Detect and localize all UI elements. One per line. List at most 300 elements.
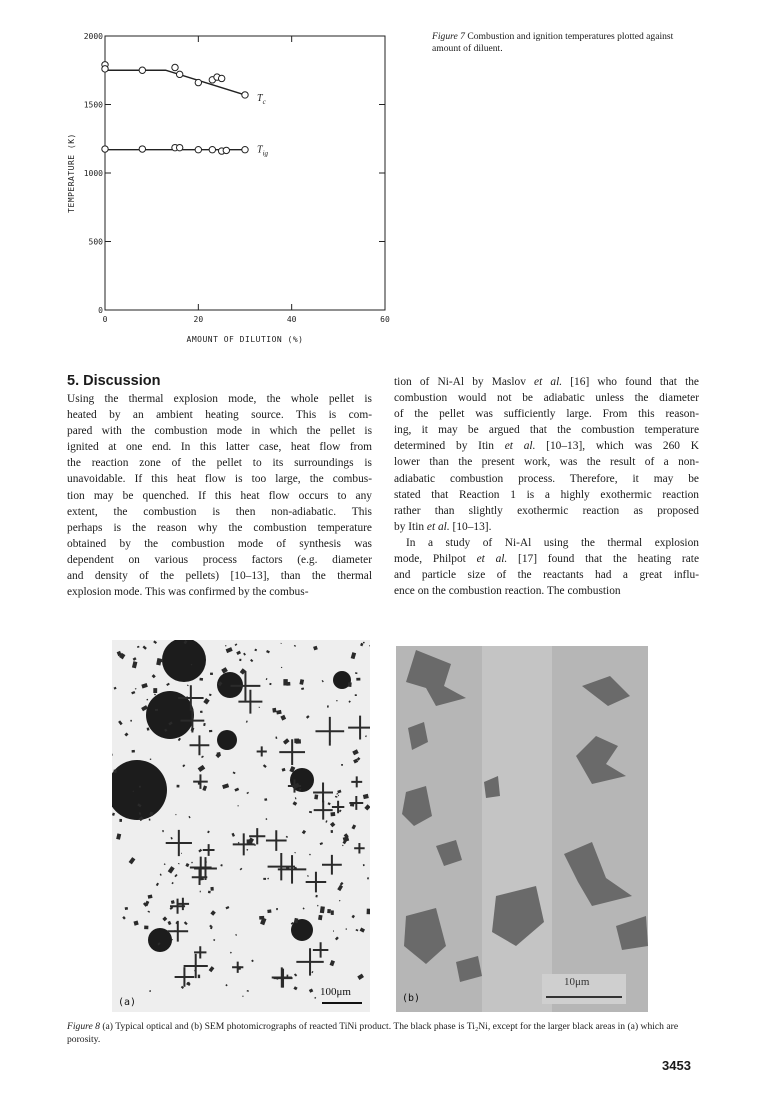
dendrite	[257, 746, 267, 756]
text-line: mode, Philpot et al. [17] found that the heating rate	[394, 553, 700, 566]
dark-phase-particle	[306, 715, 310, 719]
text-line: obtained by the combustion mode of synthesis was	[67, 537, 372, 550]
dark-phase-particle	[356, 929, 359, 931]
dark-phase-particle	[114, 687, 117, 690]
scale-bar-b	[546, 996, 622, 998]
dark-phase-particle	[186, 982, 190, 986]
dendrite	[313, 783, 333, 803]
matrix-band	[482, 646, 552, 1012]
dendrite	[272, 967, 292, 987]
text-line: of the pellet was sufficiently large. From this reason-	[394, 408, 699, 421]
dendrite	[266, 830, 287, 851]
dark-phase-particle	[363, 794, 369, 799]
dark-phase-particle	[230, 952, 232, 954]
dark-phase-particle	[166, 683, 170, 686]
dark-phase-particle	[336, 700, 337, 701]
pore	[162, 640, 206, 682]
dark-phase-particle	[339, 809, 342, 812]
dark-phase-particle	[263, 878, 266, 880]
dark-phase-particle	[360, 928, 365, 933]
discussion-right-column	[394, 374, 699, 599]
dark-phase-particle	[225, 984, 227, 986]
dendrite	[279, 739, 305, 765]
dark-phase-particle	[299, 679, 304, 685]
dark-phase-particle	[364, 804, 370, 810]
dark-phase-particle	[280, 643, 281, 644]
dark-phase-particle	[276, 908, 278, 910]
dark-phase-particle	[122, 916, 126, 920]
text-line: unavoidable. If this heat flow is too large, the combus-	[67, 473, 372, 486]
dendrite	[315, 717, 344, 746]
text-line: lower than the present work, was the result of a non-	[394, 456, 699, 469]
dark-phase-particle	[225, 645, 226, 646]
ti2ni-grain	[404, 908, 446, 964]
series-label-subscript: c	[262, 97, 266, 106]
dark-phase-particle	[339, 900, 341, 902]
dark-phase-particle	[149, 990, 150, 992]
dark-phase-particle	[210, 673, 213, 675]
dark-phase-particle	[309, 811, 312, 813]
text-line: extent, the combustion is then non-adiabatic. This	[67, 505, 372, 518]
data-point	[242, 147, 248, 153]
dark-phase-particle	[154, 693, 156, 695]
dark-phase-particle	[309, 854, 311, 856]
data-point	[172, 64, 178, 70]
dark-phase-particle	[207, 831, 210, 834]
dark-phase-particle	[148, 895, 153, 899]
y-axis-title: TEMPERATURE (K)	[67, 133, 76, 213]
dark-phase-particle	[198, 765, 206, 772]
dark-phase-particle	[325, 820, 327, 823]
x-tick-label: 0	[102, 315, 108, 324]
dark-phase-particle	[156, 883, 159, 886]
dark-phase-particle	[355, 694, 357, 696]
dark-phase-particle	[174, 874, 177, 877]
dark-phase-particle	[147, 727, 150, 730]
dark-phase-particle	[178, 863, 180, 864]
text-line: ignited at one end. In this latter case, heat flow from	[67, 441, 372, 454]
dark-phase-particle	[266, 650, 270, 653]
pore	[112, 760, 167, 820]
dark-phase-particle	[135, 688, 137, 689]
dark-phase-particle	[235, 934, 237, 936]
dark-phase-particle	[133, 657, 137, 661]
dark-phase-particle	[181, 853, 182, 854]
series-label-subscript: ig	[262, 149, 269, 158]
dark-phase-particle	[330, 812, 335, 816]
dark-phase-particle	[118, 720, 123, 725]
dark-phase-particle	[367, 909, 370, 915]
dark-phase-particle	[351, 915, 355, 919]
dark-phase-particle	[267, 909, 271, 913]
dark-phase-particle	[149, 819, 151, 821]
text-line: ence on the combustion reaction. The combustion	[394, 585, 621, 598]
text-line: rather than slightly exothermic reaction as proposed	[394, 504, 699, 517]
dark-phase-particle	[307, 875, 309, 877]
dark-phase-particle	[155, 709, 158, 711]
dendrite	[177, 898, 189, 910]
dark-phase-particle	[327, 705, 329, 707]
plot-frame	[105, 36, 385, 310]
dark-phase-particle	[201, 756, 204, 759]
ti2ni-grain	[564, 842, 632, 906]
dark-phase-particle	[357, 974, 364, 980]
chart-axes	[67, 32, 390, 344]
data-point	[195, 147, 201, 153]
dark-phase-particle	[132, 661, 138, 668]
text-line: explosion mode. This was confirmed by the combus-	[67, 586, 309, 599]
figure-8-caption-label: Figure 8	[67, 1021, 100, 1032]
dark-phase-particle	[237, 805, 238, 806]
dark-phase-particle	[331, 910, 334, 915]
dark-phase-particle	[336, 793, 338, 795]
data-point	[223, 147, 229, 153]
dark-phase-particle	[369, 645, 370, 646]
dark-phase-particle	[170, 837, 172, 840]
dark-phase-particle	[246, 792, 249, 794]
dark-phase-particle	[356, 678, 360, 681]
dark-phase-particle	[242, 996, 243, 997]
dark-phase-particle	[143, 645, 147, 649]
series-label: $T_c$	[257, 92, 266, 106]
dendrite	[238, 690, 262, 714]
dark-phase-particle	[132, 750, 135, 753]
dark-phase-particle	[222, 783, 229, 789]
dark-phase-particle	[363, 642, 365, 643]
dark-phase-particle	[213, 939, 215, 941]
dark-phase-particle	[294, 738, 299, 743]
dark-phase-particle	[259, 707, 260, 708]
dark-phase-particle	[283, 679, 287, 685]
scale-bar-a	[322, 1002, 362, 1004]
dark-phase-particle	[119, 819, 122, 822]
dark-phase-particle	[208, 891, 211, 894]
dark-phase-particle	[150, 758, 152, 760]
dendrite	[349, 796, 363, 810]
dark-phase-particle	[144, 926, 148, 930]
data-point	[176, 71, 182, 77]
dark-phase-particle	[225, 906, 229, 909]
dark-phase-particle	[141, 683, 148, 688]
dark-phase-particle	[209, 730, 212, 732]
y-tick-label: 500	[88, 237, 103, 247]
dark-phase-particle	[153, 688, 157, 693]
dark-phase-particle	[171, 882, 173, 884]
dark-phase-particle	[160, 874, 162, 876]
dark-phase-particle	[265, 818, 267, 820]
text-line: combustion would not be adiabatic unless the diameter	[394, 392, 699, 405]
series-label: $T_{ig}$	[257, 144, 269, 158]
dark-phase-particle	[235, 643, 238, 646]
dark-phase-particle	[247, 990, 249, 992]
dark-phase-particle	[337, 885, 343, 891]
dark-phase-particle	[153, 640, 157, 644]
dark-phase-particle	[367, 877, 369, 879]
dark-phase-particle	[346, 928, 348, 930]
dark-phase-particle	[342, 845, 344, 847]
dark-phase-particle	[182, 764, 185, 767]
dark-phase-particle	[231, 833, 235, 837]
dark-phase-particle	[338, 795, 339, 796]
dark-phase-particle	[148, 911, 151, 913]
dendrite	[190, 857, 212, 879]
dark-phase-particle	[233, 772, 236, 775]
discussion-paragraph-2	[394, 535, 699, 599]
dark-phase-particle	[348, 700, 350, 702]
ti2ni-grain	[402, 786, 432, 826]
dark-phase-particle	[322, 680, 324, 682]
dark-phase-particle	[259, 916, 264, 920]
text-line: and density of the pellets) [10–13], than the thermal	[67, 570, 372, 583]
data-point	[139, 67, 145, 73]
dark-phase-particle	[263, 764, 267, 768]
pore	[217, 730, 237, 750]
ti2ni-grain	[576, 736, 626, 784]
x-axis-title: AMOUNT OF DILUTION (%)	[186, 335, 304, 344]
dark-phase-particle	[283, 738, 290, 744]
dark-phase-particle	[203, 723, 206, 726]
dark-phase-particle	[272, 708, 276, 713]
dark-phase-particle	[335, 796, 338, 798]
dark-phase-particle	[137, 646, 140, 648]
text-line: pared with the combustion mode in which the pellet is	[67, 425, 372, 438]
dendrite	[184, 954, 208, 978]
dark-phase-particle	[198, 849, 202, 853]
text-line: tion may be quenched. If this heat flow occurs to any	[67, 489, 372, 502]
ti2ni-grain	[406, 650, 466, 706]
dark-phase-particle	[301, 687, 304, 689]
dark-phase-particle	[187, 685, 189, 687]
dark-phase-particle	[341, 764, 343, 766]
text-line: ing, it may be argued that the combustion temperature	[394, 424, 699, 437]
dark-phase-particle	[185, 863, 189, 867]
series-tc	[102, 62, 267, 106]
dark-phase-particle	[124, 732, 128, 736]
ti2ni-grain	[436, 840, 462, 866]
y-tick-label: 1500	[83, 100, 103, 110]
data-point	[139, 146, 145, 152]
dendrite	[175, 967, 195, 987]
sem-micrograph	[396, 646, 648, 1012]
dark-phase-particle	[200, 891, 201, 893]
text-line: dependent on various process factors (e.g. diameter	[67, 553, 372, 566]
dark-phase-particle	[220, 864, 222, 866]
dark-phase-particle	[275, 736, 277, 739]
dendrite	[313, 942, 328, 957]
dark-phase-particle	[164, 863, 166, 865]
dark-phase-particle	[251, 960, 254, 963]
dark-phase-particle	[240, 868, 243, 871]
dark-phase-particle	[188, 816, 190, 818]
dark-phase-particle	[317, 905, 318, 907]
text-line: perhaps is the reason why the combustion temperature	[67, 521, 372, 534]
dark-phase-particle	[337, 790, 341, 794]
dark-phase-particle	[327, 909, 331, 913]
dark-phase-particle	[276, 710, 282, 715]
dark-phase-particle	[112, 813, 115, 816]
dark-phase-particle	[175, 814, 176, 816]
dark-phase-particle	[199, 678, 203, 681]
dendrite	[166, 830, 192, 856]
dark-phase-particle	[264, 798, 267, 801]
dark-phase-particle	[294, 852, 295, 853]
dark-phase-particle	[168, 866, 175, 874]
dark-phase-particle	[351, 652, 356, 659]
dark-phase-particle	[203, 698, 209, 705]
text-line: adiabatic combustion process. Therefore, it may be	[394, 472, 699, 485]
ti2ni-grain	[616, 916, 648, 950]
dark-phase-particle	[330, 822, 335, 827]
ti2ni-grain	[408, 722, 428, 750]
optical-micrograph	[112, 640, 370, 1012]
dark-phase-particle	[286, 836, 288, 838]
data-point	[102, 146, 108, 152]
dark-phase-particle	[168, 921, 172, 925]
section-heading: 5. Discussion	[67, 373, 161, 389]
text-line: Using the thermal explosion mode, the whole pellet is	[67, 393, 372, 405]
x-tick-label: 40	[286, 315, 297, 324]
dark-phase-particle	[320, 906, 325, 913]
dark-phase-particle	[365, 735, 367, 737]
figure-7-caption	[432, 31, 700, 55]
page-number: 3453	[662, 1058, 691, 1073]
scale-bar-label-a: 100μm	[320, 986, 351, 998]
data-point	[242, 92, 248, 98]
dendrite	[332, 801, 344, 813]
dendrite	[322, 855, 342, 875]
text-line: by Itin et al. [10–13].	[394, 520, 492, 533]
series-tig	[102, 144, 269, 157]
data-point	[102, 66, 108, 72]
dendrite	[232, 962, 243, 973]
dendrite	[203, 844, 215, 856]
figure-8-caption	[67, 1020, 703, 1046]
dendrite	[354, 843, 364, 853]
dark-phase-particle	[171, 900, 175, 904]
text-line: determined by Itin et al. [10–13], which was 260 K	[394, 440, 699, 453]
dark-phase-particle	[318, 915, 322, 920]
dark-phase-particle	[191, 862, 193, 864]
dark-phase-particle	[184, 921, 188, 925]
dark-phase-particle	[130, 720, 132, 722]
dark-phase-particle	[331, 830, 334, 833]
data-point	[209, 147, 215, 153]
dark-phase-particle	[209, 966, 215, 972]
dendrite	[306, 872, 327, 893]
dark-phase-particle	[360, 643, 363, 647]
figure-8-caption-text: (a) Typical optical and (b) SEM photomicrographs of reacted TiNi product. The black phase is Ti₂Ni, except for the larger black areas in (a) which are porosity.	[67, 1021, 679, 1045]
discussion-left-column	[67, 391, 372, 600]
dark-phase-particle	[152, 674, 156, 678]
dark-phase-particle	[209, 694, 212, 697]
figure-7-caption-text: Combustion and ignition temperatures plotted against amount of diluent.	[432, 31, 674, 54]
scale-bar-label-b: 10μm	[564, 976, 590, 988]
dark-phase-particle	[200, 711, 203, 713]
dark-phase-particle	[302, 830, 306, 834]
text-line: In a study of Ni-Al using the thermal explosion	[406, 536, 699, 549]
dark-phase-particle	[246, 849, 248, 851]
dark-phase-particle	[315, 895, 317, 898]
dark-phase-particle	[133, 920, 138, 925]
dark-phase-particle	[269, 683, 271, 685]
data-point	[176, 144, 182, 150]
dendrite	[268, 853, 295, 880]
dark-phase-particle	[116, 833, 121, 839]
dark-phase-particle	[314, 997, 316, 999]
dendrite	[351, 776, 362, 787]
text-line: stated that Reaction 1 is a highly exothermic reaction	[394, 488, 699, 501]
dark-phase-particle	[125, 907, 128, 910]
dark-phase-particle	[293, 801, 298, 806]
chart-marks	[102, 62, 269, 158]
dark-phase-particle	[147, 699, 149, 701]
dark-phase-particle	[250, 659, 253, 662]
dark-phase-particle	[352, 749, 358, 755]
dark-phase-particle	[320, 842, 323, 845]
dark-phase-particle	[177, 785, 180, 788]
data-point	[195, 79, 201, 85]
dark-phase-particle	[202, 785, 207, 791]
x-tick-label: 20	[193, 315, 204, 324]
dark-phase-particle	[294, 645, 296, 647]
dark-phase-particle	[363, 864, 365, 866]
dark-phase-particle	[333, 930, 334, 931]
dark-phase-particle	[328, 802, 331, 805]
dark-phase-particle	[162, 916, 167, 921]
dark-phase-particle	[210, 910, 216, 916]
dark-phase-particle	[139, 786, 141, 788]
dark-phase-particle	[243, 653, 246, 656]
dark-phase-particle	[210, 887, 213, 891]
dark-phase-particle	[112, 754, 113, 756]
micrograph-b-label: (b)	[402, 993, 421, 1004]
dark-phase-particle	[234, 788, 239, 792]
dark-phase-particle	[352, 824, 357, 829]
dark-phase-particle	[246, 720, 248, 722]
dark-phase-particle	[266, 678, 268, 680]
text-line: and particle size of the reactants had a great influ-	[394, 569, 699, 582]
dark-phase-particle	[267, 878, 269, 880]
dark-phase-particle	[282, 768, 286, 772]
dark-phase-particle	[162, 830, 163, 832]
data-point	[218, 75, 224, 81]
dark-phase-particle	[281, 667, 282, 668]
dark-phase-particle	[330, 960, 335, 966]
discussion-paragraph-1	[394, 374, 699, 535]
figure-7-caption-label: Figure 7	[432, 31, 465, 42]
dark-phase-particle	[348, 682, 352, 687]
fit-line	[105, 70, 245, 95]
dark-phase-particle	[198, 975, 200, 979]
figure-7-chart	[0, 0, 420, 360]
dark-phase-particle	[254, 649, 257, 652]
text-line: tion of Ni-Al by Maslov et al. [16] who found that the	[394, 376, 699, 388]
dark-phase-particle	[131, 691, 135, 694]
text-line: the reaction zone of the pellet to its surroundings is	[67, 457, 372, 470]
dark-phase-particle	[303, 907, 305, 909]
y-tick-label: 1000	[83, 169, 103, 178]
dark-phase-particle	[355, 672, 358, 674]
text-line: heated by an ambient heating source. This is com-	[67, 409, 372, 422]
ti2ni-grain	[582, 676, 630, 706]
micrograph-a-label: (a)	[118, 997, 137, 1008]
ti2ni-grain	[456, 956, 482, 982]
dark-phase-particle	[247, 839, 253, 843]
dark-phase-particle	[293, 986, 297, 990]
dark-phase-particle	[309, 988, 313, 992]
dark-phase-particle	[294, 973, 297, 976]
dark-phase-particle	[280, 715, 286, 721]
